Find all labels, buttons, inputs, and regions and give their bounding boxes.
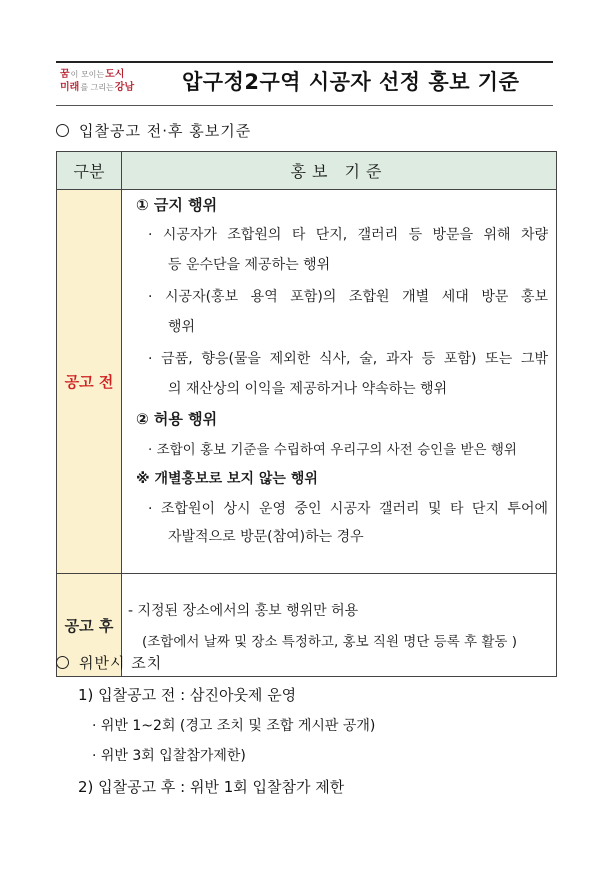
section-heading-violation bbox=[56, 652, 162, 673]
not-individual-item-line1: · 조합원이 상시 운영 중인 시공자 갤러리 및 타 단지 투어에 bbox=[148, 501, 548, 517]
violation-item-after: 2) 입찰공고 후 : 위반 1회 입찰참가 제한 bbox=[78, 778, 345, 796]
header-criteria: 홍보 기준 bbox=[122, 152, 557, 190]
logo-text: 강남 bbox=[114, 82, 135, 93]
circle-bullet-icon bbox=[56, 656, 69, 669]
logo-text: 꿈 bbox=[60, 69, 70, 80]
prohibited-item-1-line1: · 시공자가 조합원의 타 단지, 갤러리 등 방문을 위해 차량 bbox=[148, 227, 548, 243]
label-after-notice: 공고 후 bbox=[57, 574, 122, 677]
label-before-notice: 공고 전 bbox=[57, 190, 122, 574]
criteria-after-notice bbox=[122, 574, 557, 677]
not-individual-item-line2: 자발적으로 방문(참여)하는 경우 bbox=[168, 529, 364, 545]
header-category: 구분 bbox=[57, 152, 122, 190]
after-line-1: - 지정된 장소에서의 홍보 행위만 허용 bbox=[128, 603, 359, 619]
not-individual-title: ※ 개별홍보로 보지 않는 행위 bbox=[136, 471, 318, 487]
circle-bullet-icon bbox=[56, 124, 69, 137]
violation-sub-1: · 위반 1~2회 (경고 조치 및 조합 게시판 공개) bbox=[92, 718, 376, 734]
section-heading-promotion bbox=[56, 120, 251, 141]
prohibited-item-2-line2: 행위 bbox=[168, 319, 196, 335]
prohibited-title: ① 금지 행위 bbox=[136, 196, 218, 214]
header-bottom-rule bbox=[56, 105, 553, 106]
logo-text: 를 그리는 bbox=[80, 83, 114, 92]
logo-text: 이 모이는 bbox=[70, 70, 105, 79]
table-row-before bbox=[57, 190, 557, 574]
table-header-row bbox=[57, 152, 557, 190]
logo-text: 미래 bbox=[60, 82, 80, 93]
violation-item-before: 1) 입찰공고 전 : 삼진아웃제 운영 bbox=[78, 686, 297, 704]
after-line-2: (조합에서 날짜 및 장소 특정하고, 홍보 직원 명단 등록 후 활동 ) bbox=[142, 634, 518, 650]
promotion-criteria-table bbox=[56, 151, 557, 677]
prohibited-item-2-line1: · 시공자(홍보 용역 포함)의 조합원 개별 세대 방문 홍보 bbox=[148, 289, 548, 305]
section-title: 위반시 조치 bbox=[79, 654, 163, 672]
violation-sub-2: · 위반 3회 입찰참가제한) bbox=[92, 748, 246, 764]
header-top-rule bbox=[56, 61, 553, 63]
prohibited-item-1-line2: 등 운수단을 제공하는 행위 bbox=[168, 257, 331, 273]
criteria-before-notice bbox=[122, 190, 557, 574]
prohibited-item-3-line2: 의 재산상의 이익을 제공하거나 약속하는 행위 bbox=[168, 381, 448, 397]
logo-text: 도시 bbox=[105, 69, 125, 80]
section-title: 입찰공고 전·후 홍보기준 bbox=[79, 122, 252, 140]
allowed-title: ② 허용 행위 bbox=[136, 410, 218, 428]
document-title: 압구정2구역 시공자 선정 홍보 기준 bbox=[182, 70, 520, 94]
gangnam-logo bbox=[60, 70, 150, 93]
allowed-item-1: · 조합이 홍보 기준을 수립하여 우리구의 사전 승인을 받은 행위 bbox=[148, 442, 517, 458]
prohibited-item-3-line1: · 금품, 향응(물을 제외한 식사, 술, 과자 등 포함) 또는 그밖 bbox=[148, 351, 548, 367]
